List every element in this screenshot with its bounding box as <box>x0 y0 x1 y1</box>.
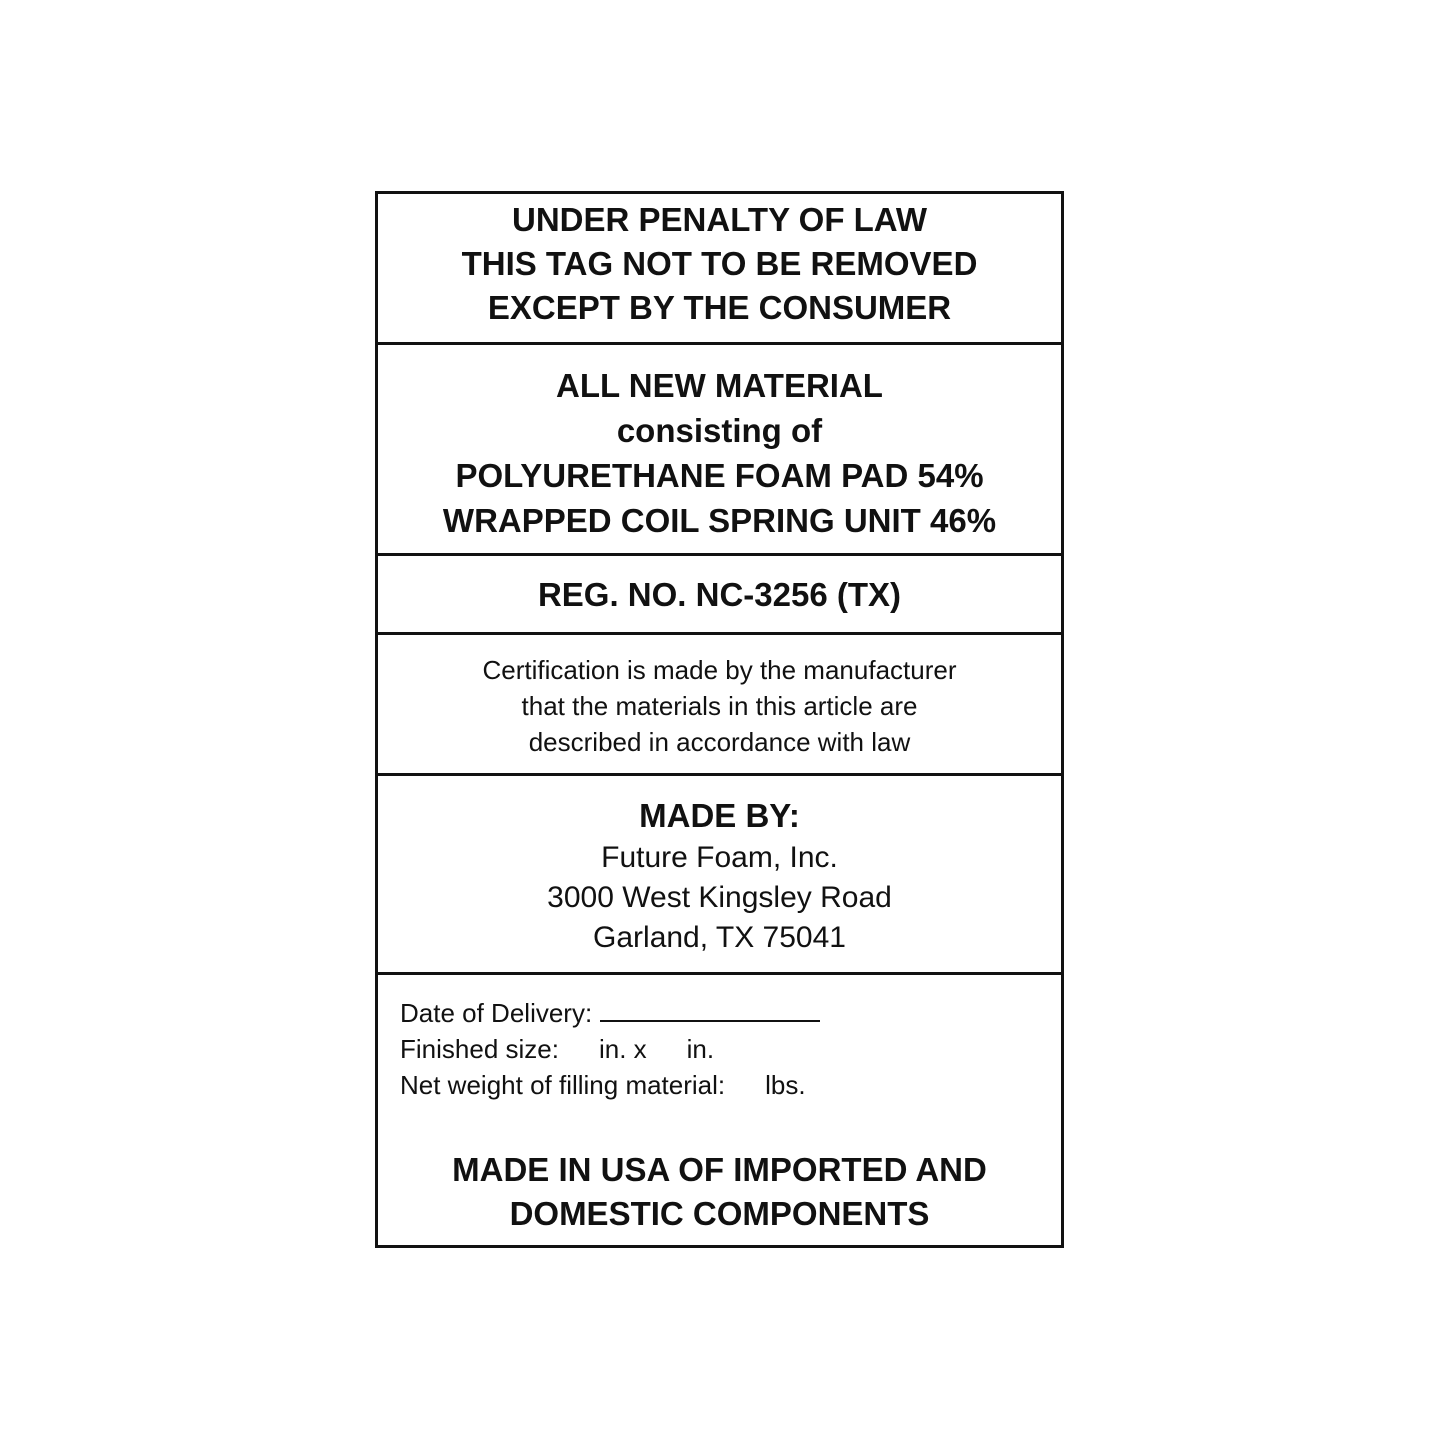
origin-statement <box>378 1148 1061 1236</box>
material-component: WRAPPED COIL SPRING UNIT 46% <box>442 502 997 539</box>
finished-size-row <box>400 1031 820 1067</box>
registration-number: REG. NO. NC-3256 (TX) <box>537 576 902 613</box>
registration-section <box>378 556 1061 635</box>
certification-line: described in accordance with law <box>528 727 911 757</box>
details-section <box>378 975 1061 1245</box>
law-label-tag <box>375 191 1064 1248</box>
delivery-date-row <box>400 995 820 1031</box>
delivery-date-blank <box>600 998 820 1022</box>
warning-section <box>378 194 1061 345</box>
warning-line: UNDER PENALTY OF LAW <box>512 201 927 238</box>
maker-section <box>378 776 1061 975</box>
finished-size-label: Finished size: <box>400 1034 559 1064</box>
detail-fields <box>400 995 820 1103</box>
certification-line: Certification is made by the manufacturer <box>482 655 957 685</box>
size-unit-width: in. x <box>598 1034 647 1064</box>
warning-line: EXCEPT BY THE CONSUMER <box>487 289 952 326</box>
net-weight-row <box>400 1067 820 1103</box>
origin-line: DOMESTIC COMPONENTS <box>509 1195 930 1232</box>
maker-name: Future Foam, Inc. <box>601 841 838 874</box>
maker-street: 3000 West Kingsley Road <box>547 881 892 914</box>
delivery-date-label: Date of Delivery: <box>400 998 593 1028</box>
net-weight-unit: lbs. <box>765 1070 806 1100</box>
warning-line: THIS TAG NOT TO BE REMOVED <box>461 245 978 282</box>
certification-section <box>378 635 1061 776</box>
material-subheading: consisting of <box>616 412 823 449</box>
origin-line: MADE IN USA OF IMPORTED AND <box>452 1151 987 1188</box>
certification-line: that the materials in this article are <box>521 691 918 721</box>
material-section <box>378 345 1061 556</box>
material-heading: ALL NEW MATERIAL <box>556 367 883 404</box>
size-unit-length: in. <box>686 1034 715 1064</box>
maker-heading: MADE BY: <box>639 797 800 834</box>
maker-city: Garland, TX 75041 <box>593 921 846 954</box>
material-component: POLYURETHANE FOAM PAD 54% <box>455 457 984 494</box>
net-weight-label: Net weight of filling material: <box>400 1070 726 1100</box>
